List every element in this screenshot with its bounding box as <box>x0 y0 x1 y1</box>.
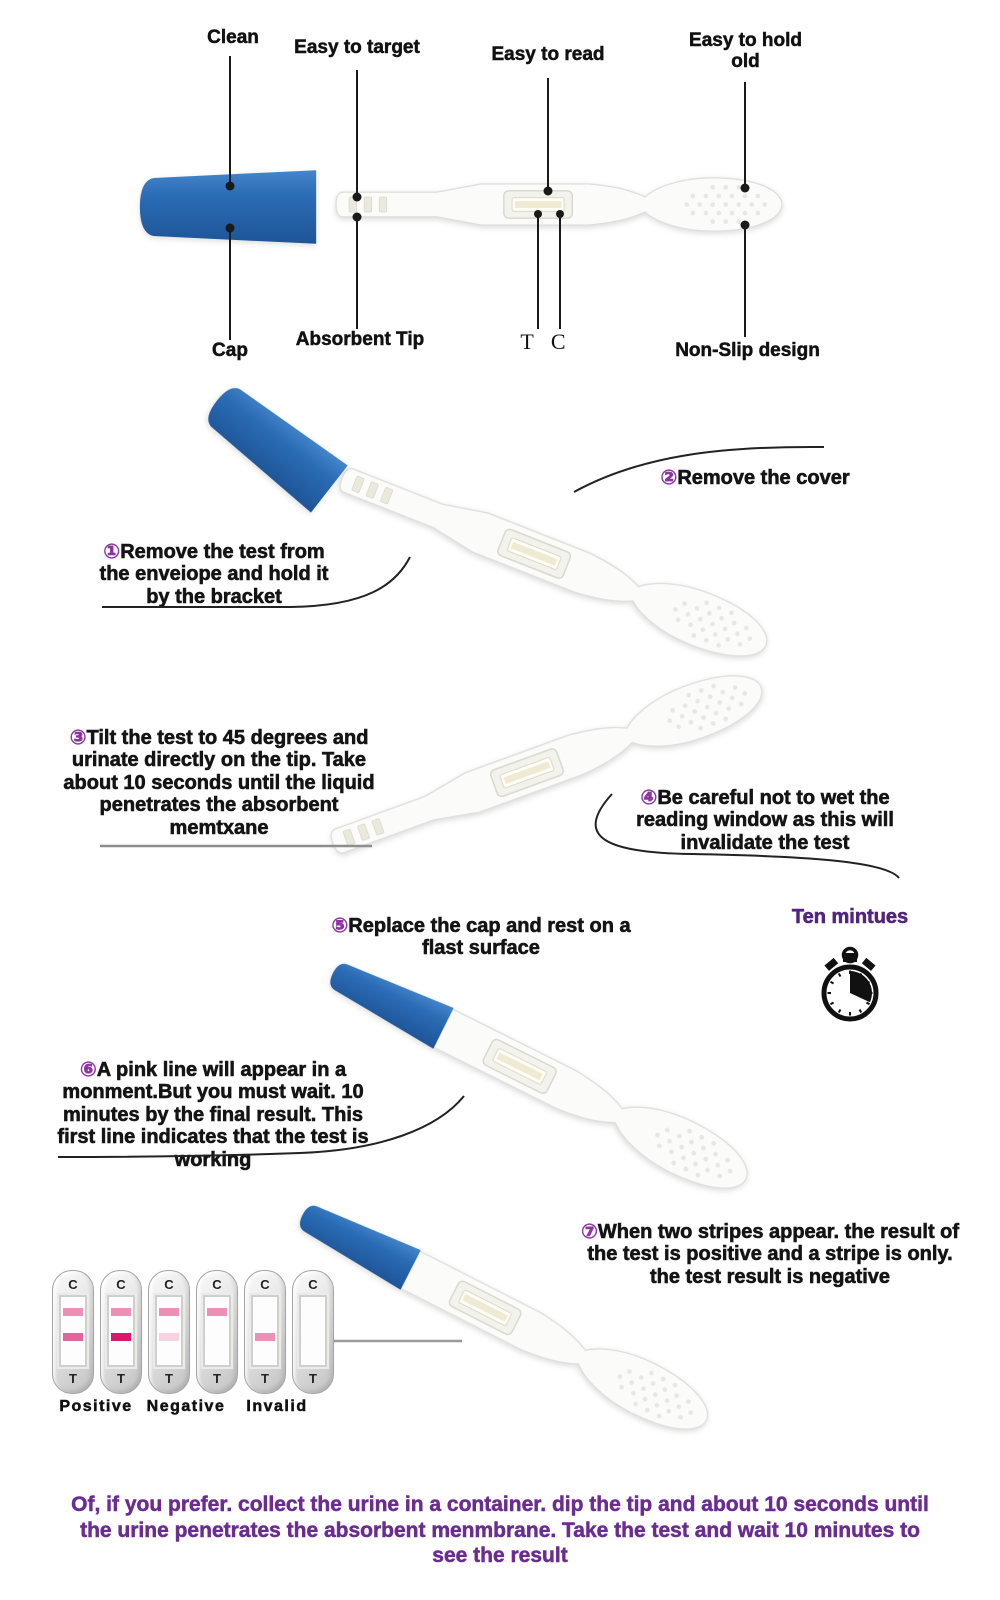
step-4-text: Be careful not to wet the reading window as this will invalidate the test <box>636 787 894 854</box>
capped-test-step5 <box>314 940 766 1213</box>
label-easy-to-target: Easy to target <box>294 37 420 58</box>
label-absorbent-tip: Absorbent Tip <box>295 329 425 350</box>
cassette-c-label: C <box>116 1277 126 1292</box>
stopwatch-icon <box>818 945 882 1025</box>
step-7-number: ⑦ <box>580 1221 598 1243</box>
t-line <box>63 1333 83 1341</box>
step-2-text: Remove the cover <box>677 467 850 489</box>
result-cassette <box>100 1270 142 1394</box>
label-easy-to-read: Easy to read <box>491 44 605 65</box>
cassette-window <box>203 1295 231 1367</box>
t-line <box>255 1333 275 1341</box>
c-line <box>207 1308 227 1316</box>
cassette-c-label: C <box>68 1277 78 1292</box>
cassette-t-label: T <box>165 1371 173 1386</box>
cap-illustration <box>136 166 320 248</box>
cassette-t-label: T <box>69 1371 77 1386</box>
footer-instructions: Of, if you prefer. collect the urine in a container. dip the tip and about 10 seconds until the urine penetrates the absorbent menmbrane. Take the test and wait 10 minutes to see the result <box>71 1493 929 1568</box>
label-cap: Cap <box>212 340 248 361</box>
c-line <box>159 1308 179 1316</box>
label-easy-to-hold: Easy to hold old <box>689 30 802 72</box>
cassette-c-label: C <box>260 1277 270 1292</box>
cassette-c-label: C <box>164 1277 174 1292</box>
cassette-t-label: T <box>213 1371 221 1386</box>
cassette-t-label: T <box>117 1371 125 1386</box>
result-cassette <box>52 1270 94 1394</box>
t-line <box>111 1333 131 1341</box>
cassette-c-label: C <box>212 1277 222 1292</box>
step-6-number: ⑥ <box>79 1059 97 1081</box>
step-7 <box>575 1221 965 1288</box>
step-1-number: ① <box>103 541 121 563</box>
result-cassette <box>196 1270 238 1394</box>
c-line <box>63 1308 83 1316</box>
step-2-number: ② <box>660 467 678 489</box>
cassette-window <box>299 1295 327 1367</box>
step-1-text: Remove the test from the enveiope and hold it by the bracket <box>99 541 329 608</box>
step-3-text: Tilt the test to 45 degrees and urinate directly on the tip. Take about 10 seconds until the liquid penetrates the absorbent memtxane <box>63 727 375 839</box>
cassette-c-label: C <box>308 1277 318 1292</box>
cassette-t-label: T <box>261 1371 269 1386</box>
step-4 <box>619 787 911 854</box>
cap-step2 <box>194 373 353 517</box>
step-5-number: ⑤ <box>331 915 349 937</box>
label-non-slip: Non-Slip design <box>675 340 820 361</box>
step-3 <box>58 727 380 839</box>
result-cassette <box>292 1270 334 1394</box>
step-7-text: When two stripes appear. the result of the test is positive and a stripe is only. the test result is negative <box>587 1221 960 1288</box>
cassette-row <box>52 1270 334 1394</box>
timer-label: Ten mintues <box>791 906 909 928</box>
label-clean: Clean <box>207 27 259 48</box>
cassette-window <box>107 1295 135 1367</box>
result-label-negative: Negative <box>146 1398 226 1415</box>
cassette-window <box>251 1295 279 1367</box>
step-2 <box>640 467 870 489</box>
step-3-number: ③ <box>69 727 87 749</box>
result-cassette <box>244 1270 286 1394</box>
step-6 <box>47 1059 379 1171</box>
step-6-text: A pink line will appear in a monment.But you must wait. 10 minutes by the final result. This first line indicates that the test is working <box>57 1059 369 1171</box>
label-t-c: T C <box>520 329 572 354</box>
cassette-t-label: T <box>309 1371 317 1386</box>
step-4-number: ④ <box>640 787 658 809</box>
cassette-window <box>155 1295 183 1367</box>
t-line <box>159 1333 179 1341</box>
c-line <box>111 1308 131 1316</box>
test-stick-illustration <box>334 170 786 239</box>
step-5 <box>322 915 640 960</box>
step-1 <box>86 541 342 608</box>
result-label-positive: Positive <box>59 1398 133 1415</box>
step-5-text: Replace the cap and rest on a flast surface <box>348 915 631 960</box>
result-label-invalid: Invalid <box>246 1398 308 1415</box>
cassette-window <box>59 1295 87 1367</box>
result-cassette <box>148 1270 190 1394</box>
